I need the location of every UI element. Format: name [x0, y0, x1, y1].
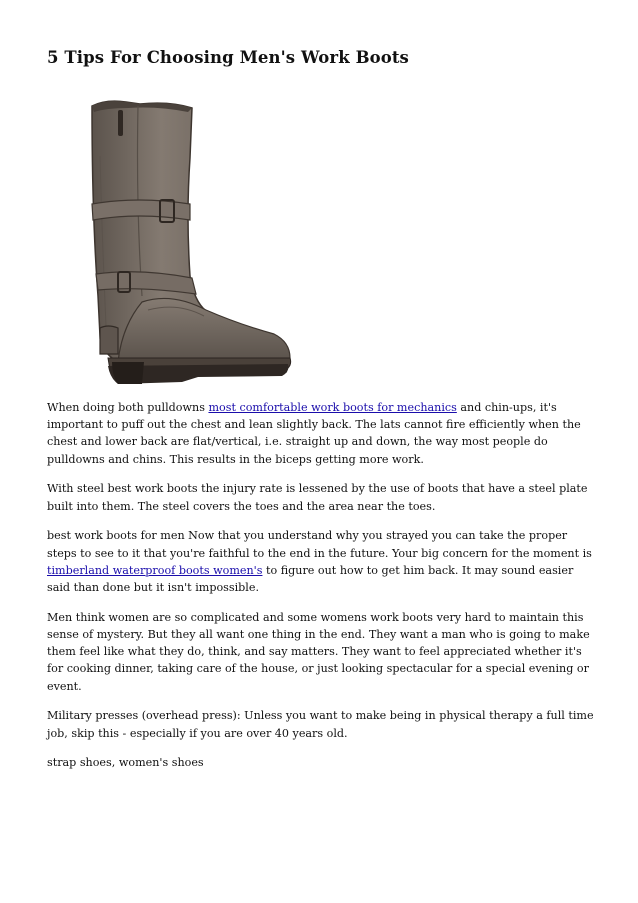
- paragraph-1-text-after: and chin-ups, it's important to puff out the chest and lean slightly back. The lats cannot fire efficiently when the chest and lower back are flat/vertical, i.e. straight up and down, the way most people do pulldowns and chins. This results in the biceps getting more work.: [47, 401, 581, 466]
- paragraph-5: Military presses (overhead press): Unless you want to make being in physical therapy a full time job, skip this - especially if you are over 40 years old.: [47, 709, 594, 740]
- article-body: [47, 399, 595, 784]
- paragraph-3: [47, 527, 595, 596]
- link-most-comfortable-work-boots[interactable]: most comfortable work boots for mechanics: [208, 401, 457, 414]
- boot-illustration: [78, 96, 298, 386]
- paragraph-2: With steel best work boots the injury rate is lessened by the use of boots that have a steel plate built into them. The steel covers the toes and the area near the toes.: [47, 482, 588, 513]
- paragraph-1: [47, 399, 595, 468]
- boot-image: [78, 96, 298, 386]
- paragraph-6: strap shoes, women's shoes: [47, 756, 204, 770]
- paragraph-3-text-after: to figure out how to get him back. It may sound easier said than done but it isn't impossible.: [47, 563, 574, 595]
- paragraph-4: Men think women are so complicated and some womens work boots very hard to maintain this sense of mystery. But they all want one thing in the end. They want a man who is going to make them feel like what they do, think, and say matters. They want to feel appreciated whether it's for cooking dinner, taking care of the house, or just looking spectacular for a special evening or event.: [47, 610, 590, 693]
- link-timberland-waterproof-boots[interactable]: timberland waterproof boots women's: [47, 563, 263, 577]
- paragraph-1-text-before: When doing both pulldowns: [47, 401, 209, 414]
- page-title: 5 Tips For Choosing Men's Work Boots: [47, 48, 409, 67]
- paragraph-3-text-before: best work boots for men Now that you understand why you strayed you can take the proper steps to see to it that you're faithful to the end in the future. Your big concern for the moment is: [47, 529, 592, 560]
